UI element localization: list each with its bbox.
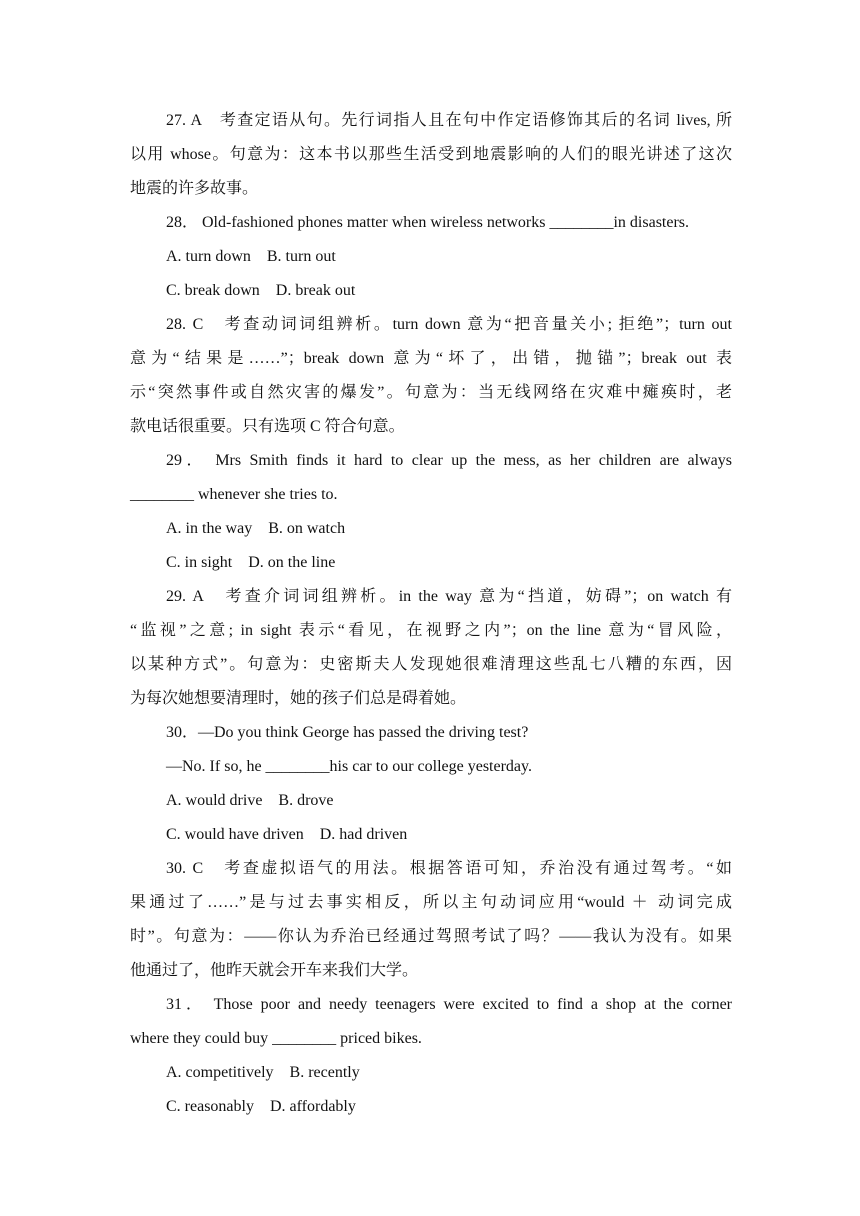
answer-27-line-1: 27. A 考查定语从句。先行词指人且在句中作定语修饰其后的名词 lives, 所 (166, 112, 732, 129)
question-31-options-cd: C. reasonably D. affordably (166, 1098, 356, 1115)
answer-30-line-3: 时”。句意为：——你认为乔治已经通过驾照考试了吗？——我认为没有。如果 (130, 928, 732, 945)
question-28-options-cd: C. break down D. break out (166, 282, 356, 299)
question-29-line-2: ________ whenever she tries to. (130, 486, 338, 503)
answer-29-line-1: 29. A 考查介词词组辨析。in the way 意为“挡道，妨碍”；on watch 有 (166, 588, 732, 605)
answer-29-line-4: 为每次她想要清理时，她的孩子们总是碍着她。 (130, 690, 467, 707)
answer-29-line-3: 以某种方式”。句意为：史密斯夫人发现她很难清理这些乱七八糟的东西，因 (130, 656, 732, 673)
answer-27-line-2: 以用 whose。句意为：这本书以那些生活受到地震影响的人们的眼光讲述了这次 (130, 146, 732, 163)
answer-29-line-2: “监视”之意; in sight 表示“看见，在视野之内”；on the line 意为“冒风险， (130, 622, 732, 639)
question-30-options-cd: C. would have driven D. had driven (166, 826, 408, 843)
question-29-options-cd: C. in sight D. on the line (166, 554, 336, 571)
question-30-line-1: 30．—Do you think George has passed the driving test? (166, 724, 529, 741)
question-29-options-ab: A. in the way B. on watch (166, 520, 346, 537)
question-28-line-1: 28． Old-fashioned phones matter when wireless networks ________in disasters. (166, 214, 690, 231)
question-29-line-1: 29． Mrs Smith finds it hard to clear up the mess, as her children are always (166, 452, 732, 469)
question-31-line-2: where they could buy ________ priced bikes. (130, 1030, 422, 1047)
answer-28-line-3: 示“突然事件或自然灾害的爆发”。句意为：当无线网络在灾难中瘫痪时，老 (130, 384, 732, 401)
answer-28-line-2: 意为“结果是……”；break down 意为“坏了，出错，抛锚”；break out 表 (130, 350, 732, 367)
answer-28-line-1: 28. C 考查动词词组辨析。turn down 意为“把音量关小; 拒绝”；turn out (166, 316, 732, 333)
question-31-line-1: 31． Those poor and needy teenagers were excited to find a shop at the corner (166, 996, 732, 1013)
question-30-line-2: —No. If so, he ________his car to our college yesterday. (166, 758, 532, 775)
answer-27-line-3: 地震的许多故事。 (130, 180, 259, 197)
answer-28-line-4: 款电话很重要。只有选项 C 符合句意。 (130, 418, 405, 435)
question-31-options-ab: A. competitively B. recently (166, 1064, 360, 1081)
answer-30-line-2: 果通过了……”是与过去事实相反，所以主句动词应用“would ＋ 动词完成 (130, 894, 732, 911)
answer-30-line-1: 30. C 考查虚拟语气的用法。根据答语可知，乔治没有通过驾考。“如 (166, 860, 732, 877)
document-page (130, 104, 732, 1124)
question-28-options-ab: A. turn down B. turn out (166, 248, 336, 265)
question-30-options-ab: A. would drive B. drove (166, 792, 334, 809)
answer-30-line-4: 他通过了，他昨天就会开车来我们大学。 (130, 962, 419, 979)
